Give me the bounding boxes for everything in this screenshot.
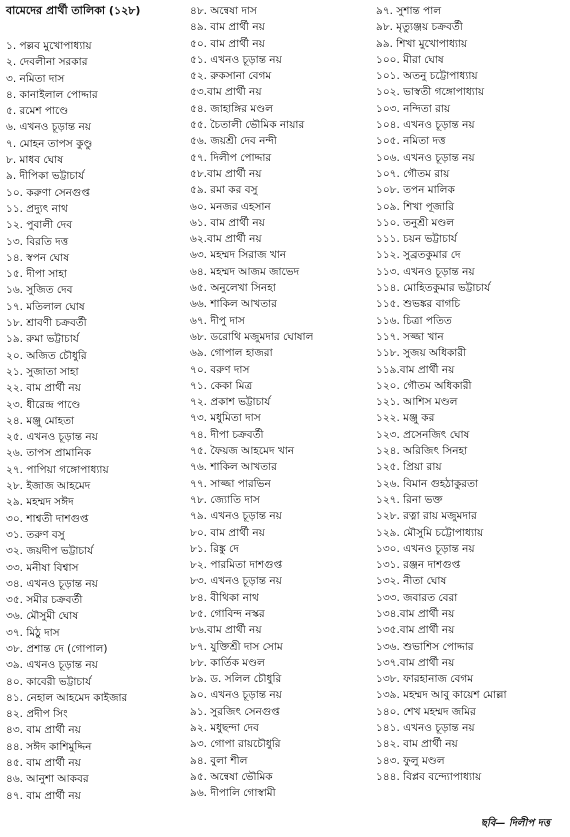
list-item: ৩৩. মনীষা বিশ্বাস [6, 561, 79, 574]
list-item: ৮০. বাম প্রার্থী নয় [190, 526, 265, 539]
list-item: ২৪. মঞ্জু মোহতা [6, 414, 75, 427]
list-item: ১৪৪. বিপ্লব বন্দ্যোপাধ্যায় [376, 770, 482, 783]
list-item: ১৪৩. ফুলু মণ্ডল [376, 754, 445, 767]
list-item: ১৫. দীপা সাহা [6, 268, 67, 281]
list-item: ৫৯. রমা কর বসু [190, 184, 258, 197]
list-item: ৩৬. মৌসুমী ঘোষ [6, 610, 79, 623]
list-item: ৪৮. অন্বেষা দাস [190, 5, 257, 17]
list-item: ১১৩. এখনও চূড়ান্ত নয় [376, 265, 475, 278]
list-item: ৯৯. শিখা মুখোপাধ্যায় [376, 37, 468, 50]
list-item: ১০৭. গৌতম রায় [376, 167, 450, 180]
list-item: ৩৫. সমীর চক্রবর্তী [6, 594, 83, 607]
list-item: ৫৩.বাম প্রার্থী নয় [190, 86, 262, 99]
list-item: ১২৫. প্রিয়া রায় [376, 461, 442, 474]
list-item: ২৭. পাপিয়া গঙ্গোপাধ্যায় [6, 463, 109, 476]
list-item: ৬৫. অনুলেখা সিনহা [190, 282, 276, 295]
list-item: ১৩৫.বাম প্রার্থী নয় [376, 624, 455, 637]
list-item: ১৩৬. শুভাশিস পোদ্দার [376, 640, 474, 653]
list-item: ৩. নমিতা দাস [6, 72, 65, 85]
list-item: ২০. অজিত চৌধুরি [6, 349, 87, 362]
list-item: ১০৩. নন্দিতা রায় [376, 102, 451, 115]
list-item: ৭৩. মধুমিতা দাস [190, 412, 261, 425]
list-item: ১১৯.বাম প্রার্থী নয় [376, 363, 455, 376]
list-item: ৪৭. বাম প্রার্থী নয় [6, 789, 81, 802]
list-item: ৬৩. মহম্মদ সিরাজ খান [190, 249, 287, 262]
list-item: ১৩৩. জবারত বেরা [376, 591, 458, 604]
list-item: ২৫. এখনও চূড়ান্ত নয় [6, 431, 98, 444]
list-item: ১৩৪.বাম প্রার্থী নয় [376, 607, 455, 620]
list-item: ৪২. প্রদীপ সিং [6, 708, 68, 721]
list-item: ১৩১. রঞ্জন দাশগুপ্ত [376, 559, 461, 572]
list-item: ২২. বাম প্রার্থী নয় [6, 382, 81, 395]
list-item: ১৩৯. মহম্মদ আবু কায়েশ মোল্লা [376, 689, 507, 702]
list-item: ১৯. রুমা ভট্টাচার্য [6, 333, 79, 346]
list-item: ১৩২. নীতা ঘোষ [376, 575, 447, 588]
list-item: ৮৭. যুক্তিশ্রী দাস সোম [190, 640, 283, 653]
list-item: ১২২. মঞ্জু কর [376, 412, 435, 425]
list-title: বামেদের প্রার্থী তালিকা (১২৮) [6, 4, 141, 17]
list-item: ৭৬. শাকিল আখতার [190, 461, 277, 474]
list-item: ১২০. গৌতম অধিকারী [376, 379, 472, 392]
list-item: ১০৮. তপন মালিক [376, 184, 455, 197]
list-item: ৭৭. সাজ্জা পারভিন [190, 477, 271, 490]
list-item: ১৪. স্বপন ঘোষ [6, 251, 70, 264]
list-item: ১২৯. মৌসুমি চট্টোপাধ্যায় [376, 526, 484, 539]
list-item: ৮৬.বাম প্রার্থী নয় [190, 624, 262, 637]
list-item: ৯১. সুরজিৎ সেনগুপ্ত [190, 705, 280, 718]
list-item: ১১৫. শুভঙ্কর বাগচি [376, 298, 461, 311]
list-item: ৪৫. বাম প্রার্থী নয় [6, 757, 81, 770]
list-item: ১২৪. অরিজিৎ সিনহা [376, 445, 468, 458]
candidate-list-3 [376, 3, 507, 785]
list-item: ৭৮. জ্যোতি দাস [190, 493, 260, 506]
list-item: ৭৫. ফৈয়জ আহমেদ খান [190, 445, 295, 458]
list-item: ১০. করুণা সেনগুপ্ত [6, 186, 90, 199]
list-item: ১২৩. প্রসেনজিৎ ঘোষ [376, 428, 470, 441]
list-item: ৫৭. দিলীপ পোদ্দার [190, 151, 272, 164]
list-item: ৯৭. সুশান্ত পাল [376, 5, 442, 17]
list-item: ১২৬. বিমান গুহঠাকুরতা [376, 477, 478, 490]
list-item: ১৩০. এখনও চূড়ান্ত নয় [376, 542, 475, 555]
list-item: ১০৬. এখনও চূড়ান্ত নয় [376, 151, 475, 164]
list-item: ৪৯. বাম প্রার্থী নয় [190, 21, 265, 34]
list-item: ১২৭. রিনা ভক্ত [376, 493, 443, 506]
list-item: ৯২. মধুছন্দা দেব [190, 722, 259, 735]
list-item: ৫. রমেশ পাণ্ডে [6, 105, 69, 118]
list-item: ৮৫. গোবিন্দ নস্কর [190, 607, 265, 620]
list-item: ১১০. তনুশ্রী মণ্ডল [376, 216, 455, 229]
list-item: ৭৯. এখনও চূড়ান্ত নয় [190, 510, 282, 523]
list-item: ২৩. ধীরেন্দ্র পাণ্ডে [6, 398, 81, 411]
candidate-list-2 [190, 3, 313, 802]
list-item: ৩৭. মিঠু দাস [6, 626, 60, 639]
list-item: ১২. পুবালী দেব [6, 219, 73, 232]
list-item: ১৮. শ্রাবণী চক্রবর্তী [6, 317, 87, 330]
list-item: ১১৪. মোহিতকুমার ভট্টাচার্য [376, 282, 491, 295]
list-item: ১০৫. নমিতা দত্ত [376, 135, 446, 148]
list-item: ৮. মাধব ঘোষ [6, 154, 64, 167]
list-item: ২. দেবলীনা সরকার [6, 56, 88, 69]
list-item: ৫০. বাম প্রার্থী নয় [190, 37, 265, 50]
list-item: ৮২. পারমিতা দাশগুপ্ত [190, 559, 283, 572]
list-item: ৭. মোহন তাপস কুণ্ডু [6, 137, 93, 150]
list-item: ৯৪. বুলা শীল [190, 754, 248, 767]
list-item: ১১৬. চিত্রা পতিত [376, 314, 452, 327]
list-item: ২৬. তাপস প্রামানিক [6, 447, 92, 460]
list-item: ৬. এখনও চূড়ান্ত নয় [6, 121, 91, 134]
list-item: ৪৬. আনুশা আকবর [6, 773, 89, 786]
list-item: ৭৪. দীপা চক্রবর্তী [190, 428, 264, 441]
list-item: ৯. দীপিকা ভট্টাচার্য [6, 170, 85, 183]
list-item: ৩১. তরুণ বসু [6, 528, 65, 541]
list-item: ১১৮. সুজয় অধিকারী [376, 347, 467, 360]
list-item: ৬২.বাম প্রার্থী নয় [190, 233, 262, 246]
list-item: ৭০. বরুণ দাস [190, 363, 250, 376]
list-item: ৮৮. কার্তিক মণ্ডল [190, 656, 265, 669]
list-item: ২৮. ইজাজ আহমেদ [6, 480, 91, 493]
list-item: ১২১. আশিস মণ্ডল [376, 396, 458, 409]
list-item: ৬৮. ডরোথি মজুমদার ঘোষাল [190, 330, 314, 343]
list-item: ৭২. প্রকাশ ভট্টাচার্য [190, 396, 271, 409]
list-item: ১১২. সুব্রতকুমার দে [376, 249, 461, 262]
list-item: ৫২. রুকসানা বেগম [190, 70, 272, 83]
list-item: ১১১. চয়ন ভট্টাচার্য [376, 233, 457, 246]
list-item: ৩৯. এখনও চূড়ান্ত নয় [6, 659, 98, 672]
list-item: ২৯. মহম্মদ সঈদ [6, 496, 74, 509]
list-item: ৬৬. শাকিল আখতার [190, 298, 277, 311]
list-item: ১০১. অতনু চট্টোপাধ্যায় [376, 70, 478, 83]
list-item: ২১. সুজাতা সাহা [6, 365, 79, 378]
photo-credit: ছবি— দিলীপ দত্ত [480, 818, 550, 829]
list-item: ১৬. সুজিত দেব [6, 284, 73, 297]
list-item: ১৩৭.বাম প্রার্থী নয় [376, 656, 455, 669]
list-item: ৪. কানাইলাল পোদ্দার [6, 88, 98, 101]
list-item: ১৪০. শেখ মহম্মদ জমির [376, 705, 476, 718]
list-item: ৬১. বাম প্রার্থী নয় [190, 216, 265, 229]
list-item: ১০০. মীরা ঘোষ [376, 53, 444, 66]
list-item: ৯৬. দীপালি গোস্বামী [190, 787, 276, 800]
list-item: ১০৯. শিখা পূজারি [376, 200, 454, 213]
list-item: ৬০. মনজর এহসান [190, 200, 271, 213]
list-item: ৫১. এখনও চূড়ান্ত নয় [190, 53, 282, 66]
list-item: ৫৪. জাহাঙ্গির মণ্ডল [190, 102, 273, 115]
candidate-list-1 [6, 38, 127, 804]
list-item: ৩৪. এখনও চূড়ান্ত নয় [6, 577, 98, 590]
list-item: ৪০. কাবেরী ভট্টাচার্য [6, 675, 92, 688]
list-item: ৮৯. ড. সলিল চৌধুরি [190, 673, 282, 686]
list-item: ৩০. শাশ্বতী দাশগুপ্ত [6, 512, 89, 525]
list-item: ৯৫. অন্বেষা ভৌমিক [190, 770, 273, 783]
list-item: ৫৫. চৈতালী ভৌমিক নায়ার [190, 119, 305, 132]
list-item: ৪৩. বাম প্রার্থী নয় [6, 724, 81, 737]
list-item: ৬৭. দীপু দাস [190, 314, 245, 327]
list-item: ৮৩. এখনও চূড়ান্ত নয় [190, 575, 282, 588]
list-item: ১৭. মতিলাল ঘোষ [6, 300, 85, 313]
list-item: ৯০. এখনও চূড়ান্ত নয় [190, 689, 282, 702]
list-item: ৫৬. জয়শ্রী দেব নন্দী [190, 135, 277, 148]
list-item: ১১৭. সজ্জা খান [376, 330, 444, 343]
list-item: ৮১. রিঙ্কু দে [190, 542, 239, 555]
list-item: ১. পল্লব মুখোপাধ্যায় [6, 40, 92, 52]
list-item: ৮৪. বীথিকা নাথ [190, 591, 259, 604]
list-item: ১৩৮. ফারহানাজ বেগম [376, 673, 474, 686]
list-item: ৩৮. প্রশান্ত দে (গোপাল) [6, 642, 108, 655]
list-item: ৭১. কেকা মিত্র [190, 379, 253, 392]
list-item: ৯৮. মৃত্যুঞ্জয় চক্রবর্তী [376, 21, 463, 34]
list-item: ১২৮. রত্না রায় মজুমদার [376, 510, 477, 523]
list-item: ১৪২. বাম প্রার্থী নয় [376, 738, 458, 751]
list-item: ৯৩. গোপা রায়চৌধুরি [190, 738, 281, 751]
list-item: ১০৪. এখনও চূড়ান্ত নয় [376, 119, 475, 132]
list-item: ১১. প্রদ্যুৎ নাথ [6, 202, 68, 215]
list-item: ৫৮.বাম প্রার্থী নয় [190, 167, 262, 180]
list-item: ৪৪. সঈদ কাশিমুদ্দিন [6, 740, 92, 753]
list-item: ৩২. জয়দীপ ভট্টাচার্য [6, 545, 94, 558]
list-item: ১৪১. এখনও চূড়ান্ত নয় [376, 722, 475, 735]
list-item: ১৩. বিরতি দত্ত [6, 235, 69, 248]
list-item: ৬৪. মহম্মদ আজম জাভেদ [190, 265, 300, 278]
list-item: ৪১. নেহাল আহমেদ কাইজার [6, 691, 128, 704]
list-item: ৬৯. গোপাল হাজরা [190, 347, 273, 360]
list-item: ১০২. ভাস্বতী গঙ্গোপাধ্যায় [376, 86, 485, 99]
